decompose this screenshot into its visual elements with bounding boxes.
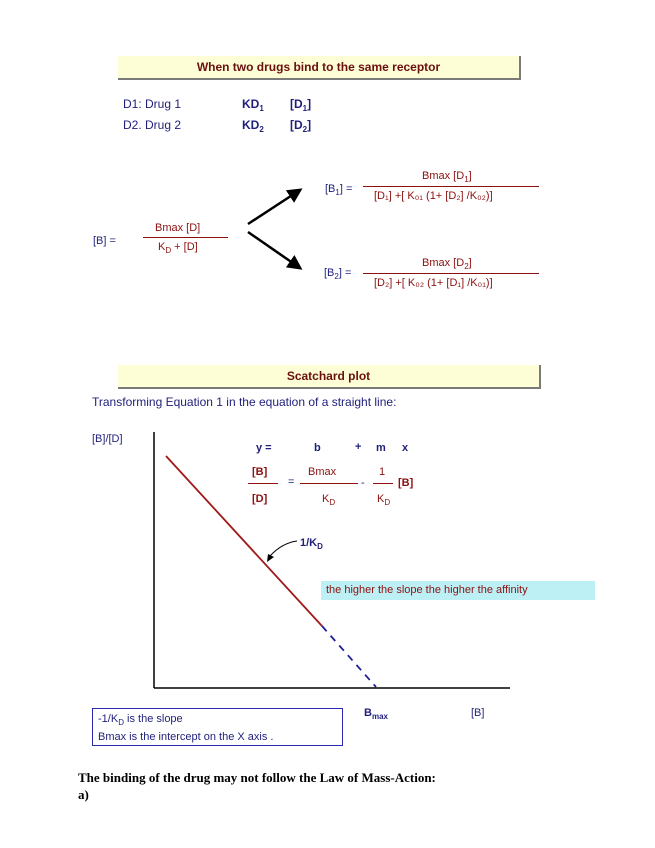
section1-banner	[118, 56, 521, 80]
footer-line-2: a)	[78, 787, 89, 802]
drug1-conc: $[D_1]$	[290, 97, 312, 113]
drug1-label: D1: Drug 1	[123, 97, 182, 111]
frac1-numerator: [B]	[252, 466, 268, 478]
slope-label: $1/K_D$	[300, 537, 323, 551]
scatchard-extrapolation	[322, 626, 376, 687]
eq-b1-fraction-line	[363, 186, 539, 187]
section2-subtitle: Transforming Equation 1 in the equation of a straight line:	[92, 395, 397, 409]
section2-banner-text: Scatchard plot	[286, 369, 371, 383]
eq-b: b	[314, 442, 321, 454]
drug2-label: D2. Drug 2	[123, 118, 182, 132]
affinity-note: the higher the slope the higher the affinity	[321, 581, 595, 600]
frac3-denominator: $K_D$	[377, 493, 391, 507]
eq-b1-lhs: $[B_1]$ =	[325, 183, 353, 197]
frac3-multiplier: [B]	[398, 477, 414, 489]
scatchard-plot	[150, 430, 515, 692]
y-axis-label: [B]/[D]	[92, 433, 123, 445]
eq-b2-numerator: Bmax $[D_2]$	[422, 257, 472, 271]
eq-b-lhs: [B] =	[93, 235, 116, 247]
slope-intercept-box	[92, 708, 343, 746]
section2-banner	[118, 365, 541, 389]
eq-b2-lhs: $[B_2]$ =	[324, 267, 352, 281]
drug1-row	[123, 97, 181, 111]
eq-x: x	[402, 442, 409, 454]
eq-b-fraction-line	[143, 237, 228, 238]
frac2-denominator: $K_D$	[322, 493, 336, 507]
bmax-label: $B_{max}$	[364, 707, 388, 721]
eq-b2-fraction-line	[363, 273, 539, 274]
drug1-kd: $KD_1$	[242, 97, 264, 113]
drug2-row	[123, 118, 181, 132]
box-line-1: $-1/K_D$ is the slope	[98, 713, 183, 727]
frac3-numerator: 1	[379, 466, 386, 478]
branch-arrows	[240, 180, 310, 280]
frac1-denominator: [D]	[252, 493, 268, 505]
drug2-conc: $[D_2]$	[290, 118, 312, 134]
eq-b1-numerator: Bmax $[D_1]$	[422, 170, 472, 184]
arrow-up	[248, 190, 300, 224]
footer-line-1: The binding of the drug may not follow the Law of Mass-Action:	[78, 770, 436, 785]
eq-b-denominator: $K_D + [D]$	[158, 241, 198, 255]
eq-equals: =	[288, 476, 295, 488]
box-line-2: Bmax is the intercept on the X axis .	[98, 731, 274, 743]
x-axis-label: [B]	[471, 707, 485, 719]
slope-pointer	[270, 541, 297, 556]
eq-b1-denominator: [D₁] +[ K₀₁ (1+ [D₂] /K₀₂)]	[374, 190, 493, 202]
eq-minus: -	[361, 477, 365, 489]
arrow-down	[248, 232, 300, 268]
eq-m: m	[376, 442, 386, 454]
section1-banner-text: When two drugs bind to the same receptor	[196, 60, 441, 74]
eq-plus: +	[355, 441, 362, 453]
frac2-numerator: Bmax	[308, 466, 337, 478]
eq-y: y =	[256, 442, 272, 454]
eq-b2-denominator: [D₂] +[ K₀₂ (1+ [D₁] /K₀₁)]	[374, 277, 493, 289]
scatchard-line	[166, 456, 322, 626]
eq-b-numerator: Bmax [D]	[155, 222, 201, 234]
drug2-kd: $KD_2$	[242, 118, 264, 134]
